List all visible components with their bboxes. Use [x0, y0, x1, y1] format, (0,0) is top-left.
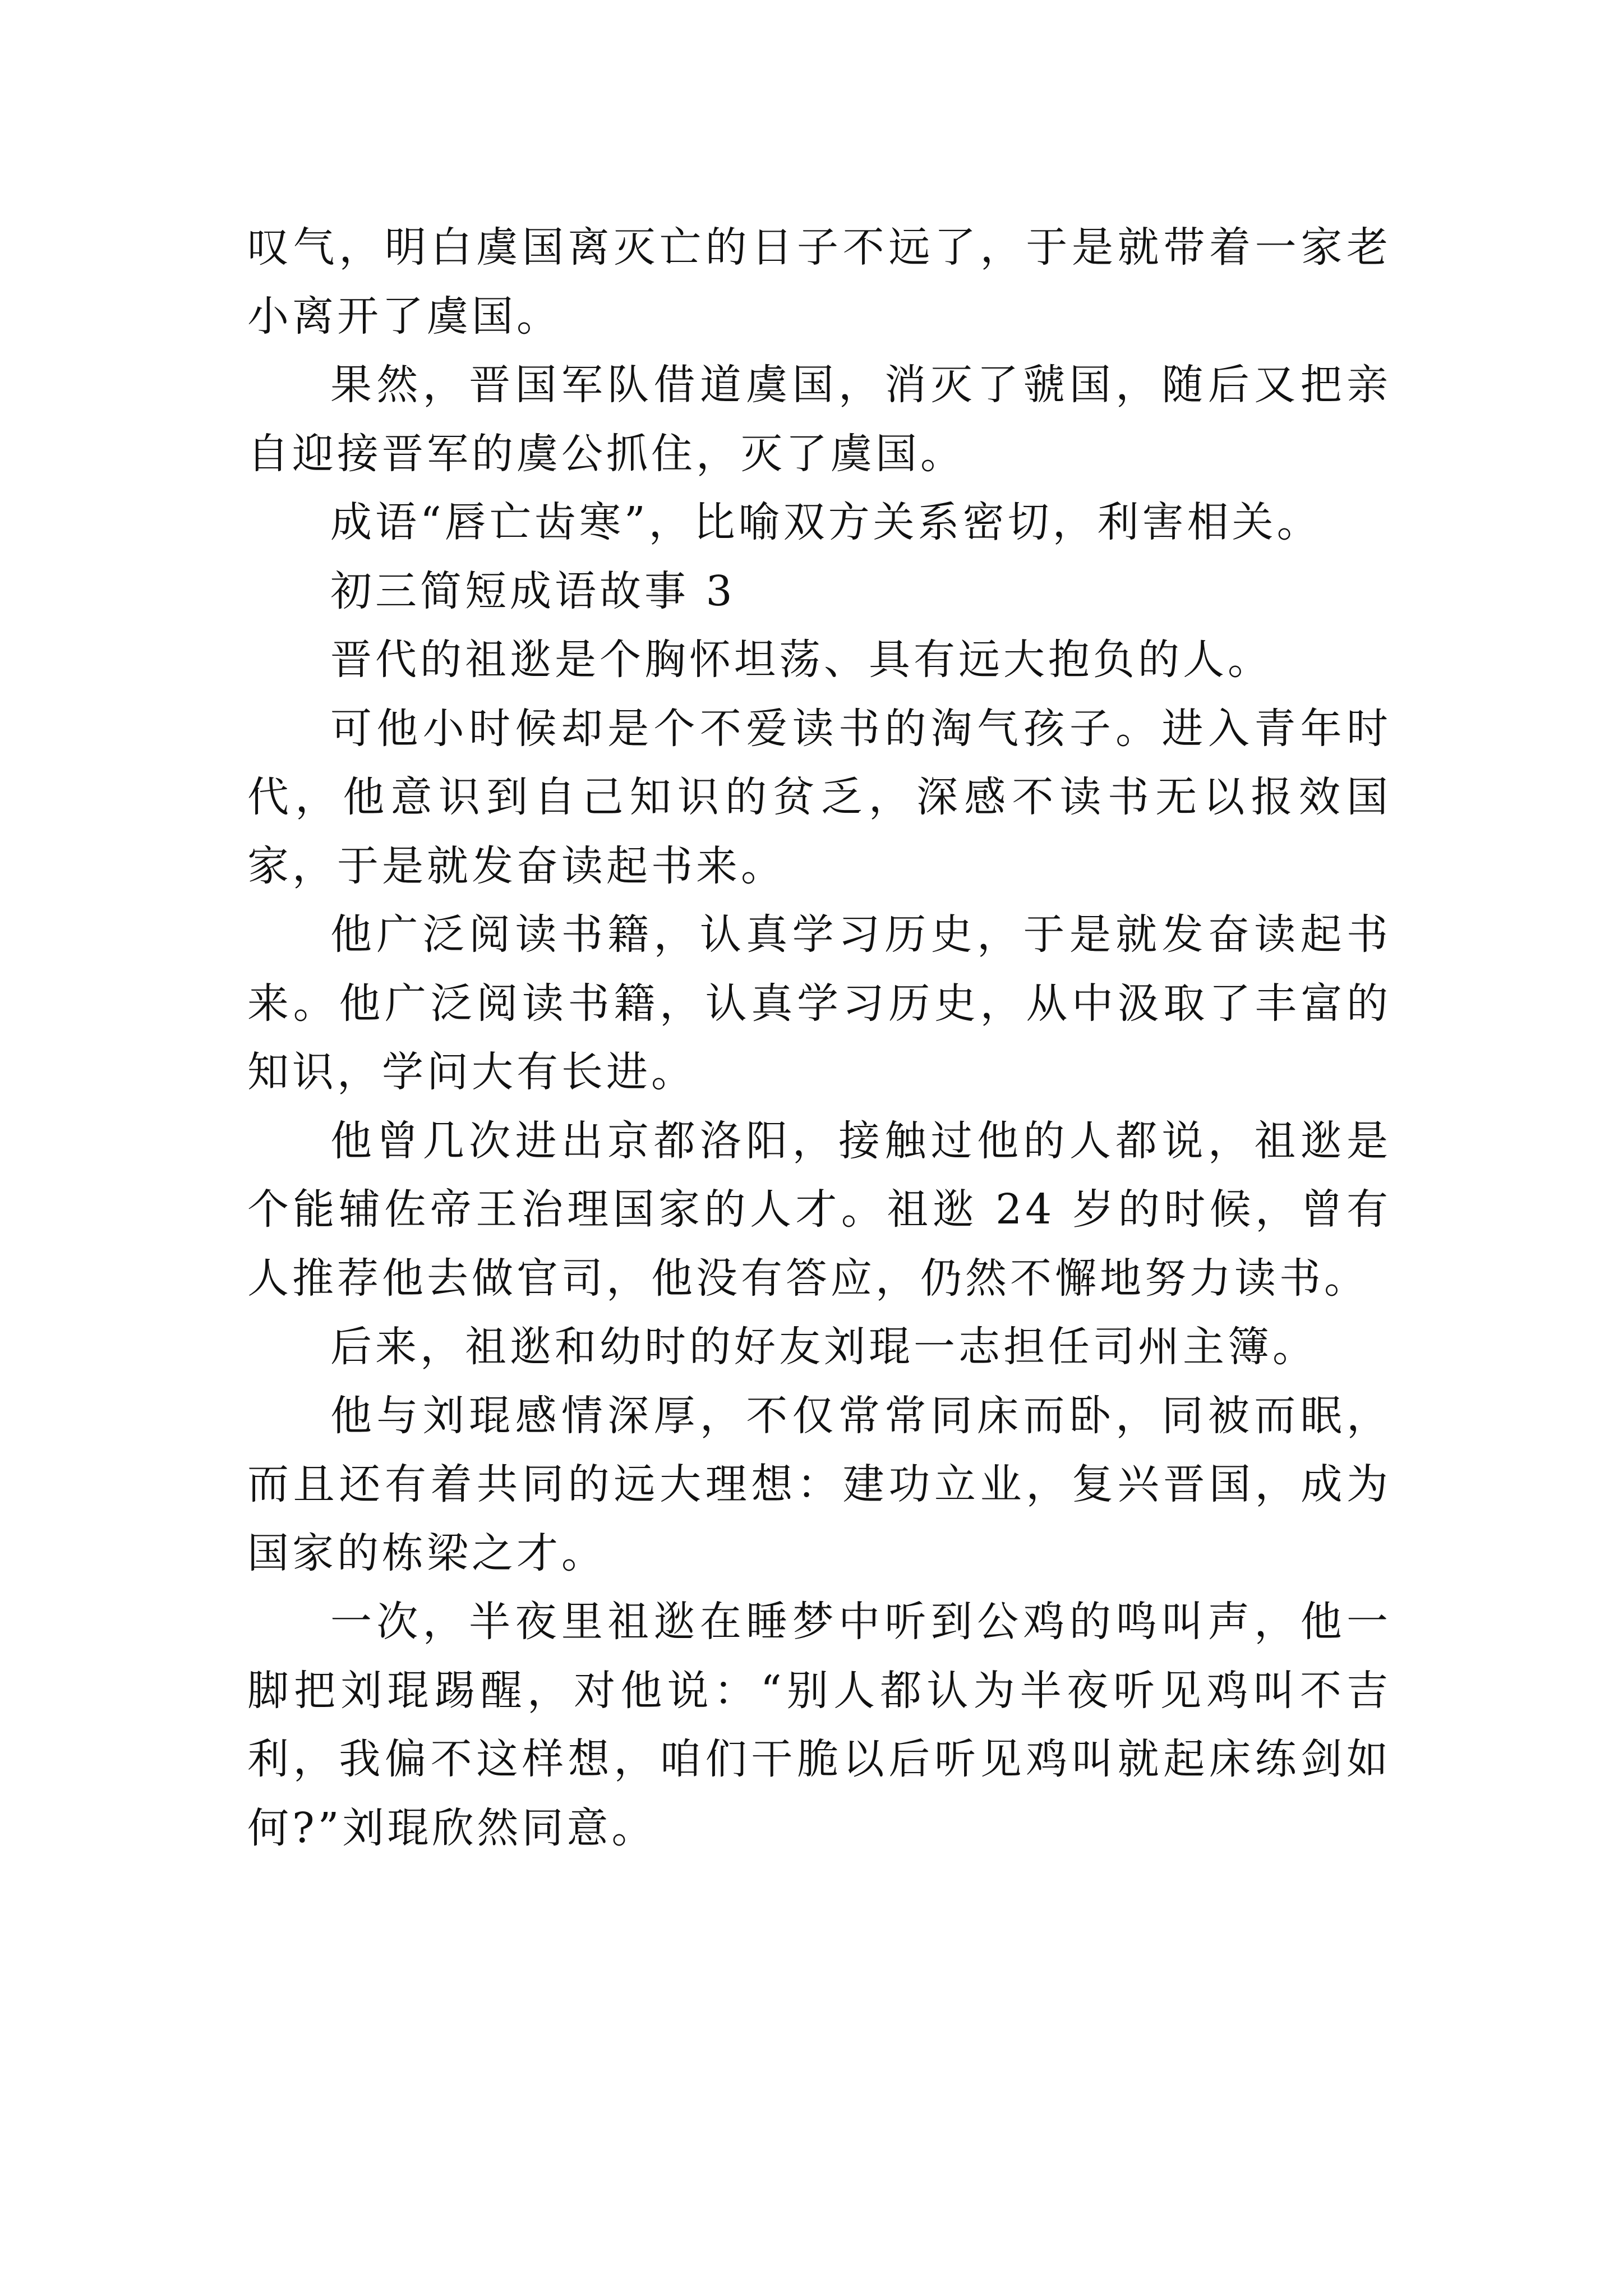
- paragraph-9: 他与刘琨感情深厚，不仅常常同床而卧，同被而眠，而且还有着共同的远大理想：建功立业，复兴晋国，成为国家的栋梁之才。: [247, 1391, 1391, 1577]
- section-heading: 初三简短成语故事 3: [330, 567, 736, 615]
- document-body: [247, 213, 1391, 1862]
- paragraph-2: 果然，晋国军队借道虞国，消灭了虢国，随后又把亲自迎接晋军的虞公抓住，灭了虞国。: [247, 361, 1391, 478]
- paragraph-7: 他曾几次进出京都洛阳，接触过他的人都说，祖逖是个能辅佐帝王治理国家的人才。祖逖 24 岁的时候，曾有人推荐他去做官司，他没有答应，仍然不懈地努力读书。: [247, 1116, 1391, 1303]
- paragraph-5: 可他小时候却是个不爱读书的淘气孩子。进入青年时代，他意识到自己知识的贫乏，深感不读书无以报效国家，于是就发奋读起书来。: [247, 704, 1391, 890]
- paragraph-1: 叹气，明白虞国离灭亡的日子不远了，于是就带着一家老小离开了虞国。: [247, 223, 1391, 341]
- paragraph-4: 晋代的祖逖是个胸怀坦荡、具有远大抱负的人。: [330, 636, 1272, 684]
- paragraph-10: 一次，半夜里祖逖在睡梦中听到公鸡的鸣叫声，他一脚把刘琨踢醒，对他说：“别人都认为半夜听见鸡叫不吉利，我偏不这样想，咱们干脆以后听见鸡叫就起床练剑如何?”刘琨欣然同意。: [247, 1598, 1391, 1852]
- paragraph-3: 成语“唇亡齿寒”，比喻双方关系密切，利害相关。: [330, 498, 1322, 546]
- paragraph-6: 他广泛阅读书籍，认真学习历史，于是就发奋读起书来。他广泛阅读书籍，认真学习历史，从中汲取了丰富的知识，学问大有长进。: [247, 910, 1391, 1096]
- paragraph-8: 后来，祖逖和幼时的好友刘琨一志担任司州主簿。: [330, 1323, 1317, 1371]
